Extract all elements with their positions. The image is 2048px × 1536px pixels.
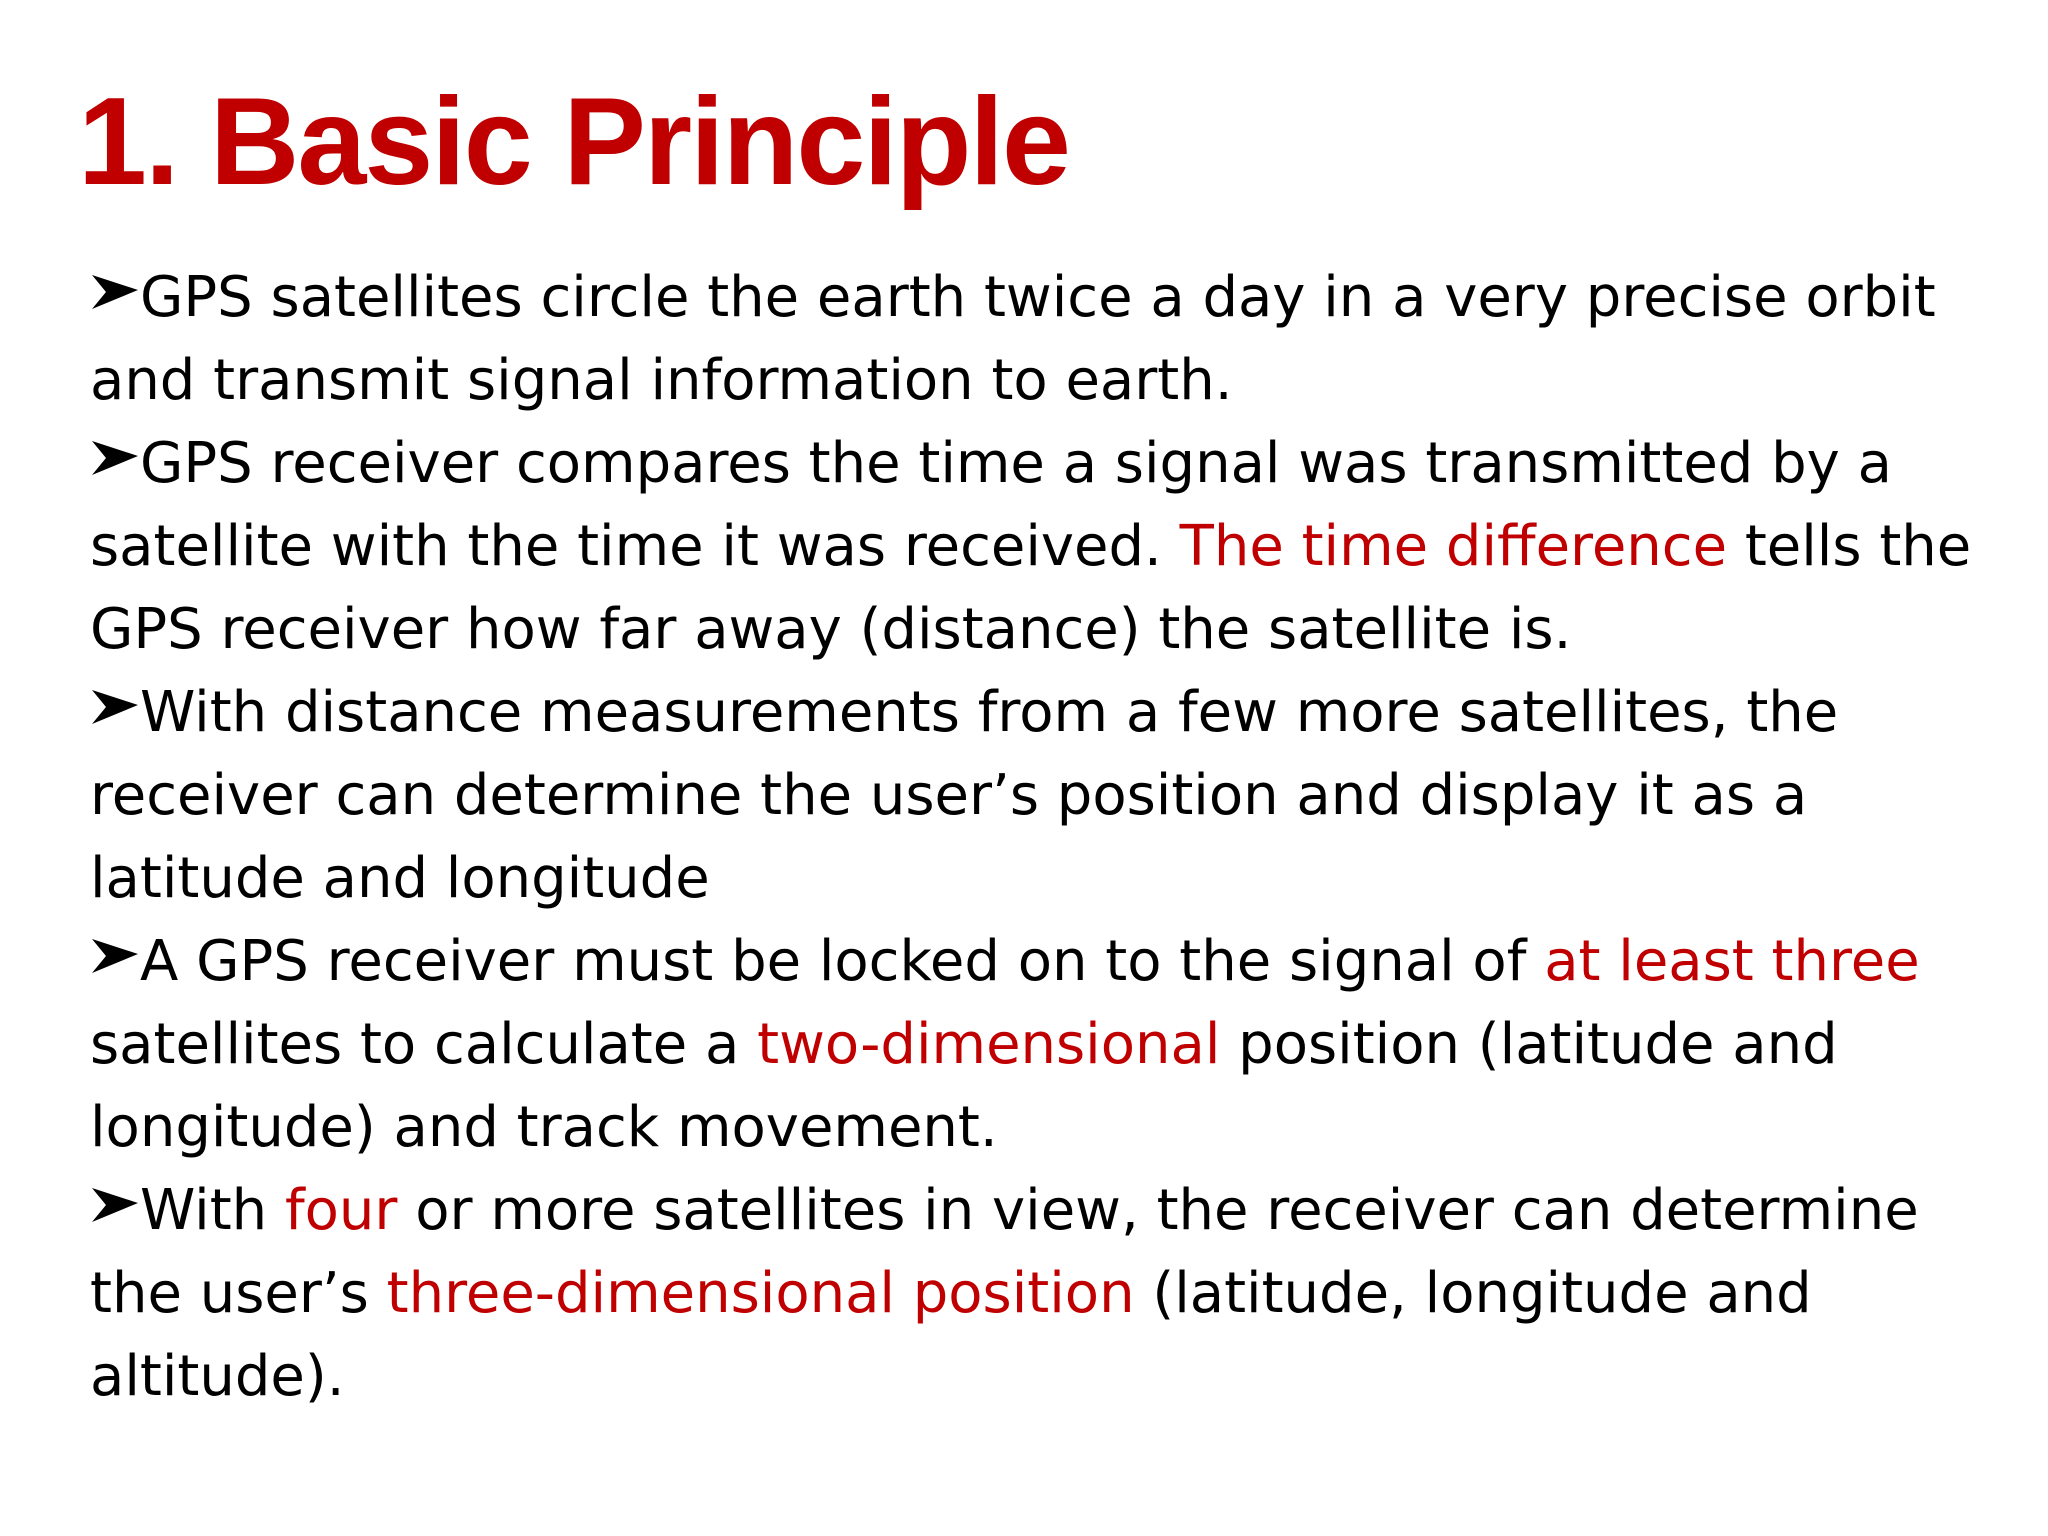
highlighted-text: three-dimensional position — [386, 1261, 1135, 1326]
bullet-text: (latitude, longitude and altitude). — [90, 1261, 1812, 1409]
highlighted-text: The time difference — [1179, 514, 1728, 579]
arrowhead-bullet-icon — [90, 438, 140, 478]
arrowhead-bullet-icon — [90, 687, 140, 727]
bullet-text: tells the GPS receiver how far away (distance) the satellite is. — [90, 514, 1972, 662]
bullet-text: With — [140, 1178, 285, 1243]
bullet-item — [90, 920, 1990, 1169]
bullet-item — [90, 1169, 1990, 1418]
bullet-text: or more satellites in view, the receiver can determine the user’s — [90, 1178, 1919, 1326]
bullet-text: With distance measurements from a few more satellites, the receiver can determine the user’s position and display it as a latitude and longitude — [90, 680, 1839, 911]
arrowhead-bullet-icon — [90, 272, 140, 312]
bullet-item — [90, 671, 1990, 920]
arrowhead-bullet-icon — [90, 1185, 140, 1225]
bullet-text: GPS satellites circle the earth twice a day in a very precise orbit and transmit signal information to earth. — [90, 265, 1936, 413]
highlighted-text: at least three — [1544, 929, 1920, 994]
bullet-list — [90, 256, 1990, 1418]
bullet-text: A GPS receiver must be locked on to the signal of — [140, 929, 1545, 994]
highlighted-text: four — [284, 1178, 398, 1243]
slide-title: 1. Basic Principle — [78, 73, 1069, 211]
highlighted-text: two-dimensional — [757, 1012, 1221, 1077]
bullet-text: position (latitude and longitude) and track movement. — [90, 1012, 1838, 1160]
bullet-text: satellites to calculate a — [90, 1012, 758, 1077]
bullet-item — [90, 422, 1990, 671]
arrowhead-bullet-icon — [90, 936, 140, 976]
bullet-text: GPS receiver compares the time a signal was transmitted by a satellite with the time it was received. — [90, 431, 1892, 579]
bullet-item — [90, 256, 1990, 422]
